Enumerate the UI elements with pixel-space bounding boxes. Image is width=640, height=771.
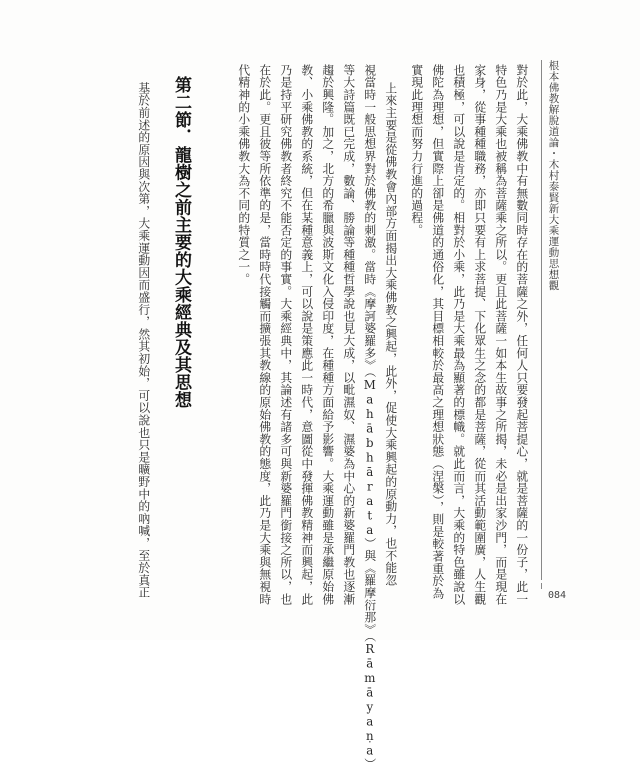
paragraph-1-line: 對於此，大乘佛教中有無數同時存在的菩薩之外，任何人只要發起菩提心，就是菩薩的一份子，此一 [514, 64, 529, 606]
paragraph-2-line: 趨於興隆。加之，北方的希臘與波斯文化入侵印度，在種種方面給予影響。大乘運動雖是承繼原始佛 [320, 64, 335, 606]
paragraph-2-line: 上來主要是從佛教會內部方面揭出大乘佛教之興起，此外，促使大乘興起的原動力，也不能忽 [383, 82, 398, 587]
page-number: 084 [548, 590, 567, 601]
paragraph-1-line: 實現此理想而努力行進的過程。 [409, 64, 424, 237]
paragraph-2-line: 等大詩篇既已完成，數論、勝論等種種哲學說也見大成，以毗濕奴、濕婆為中心的新婆羅門教也逐漸 [341, 64, 356, 606]
paragraph-2-line: 視當時一般思想界對於佛教的刺激。當時《摩訶婆羅多》（Mahābhārata）與《羅摩衍那》（Rāmāyaṇa） [362, 64, 377, 771]
paragraph-2-line: 代精神的小乘佛教大為不同的特質之一。 [236, 64, 251, 286]
paragraph-2-line: 教、小乘佛教的系統，但在某種意義上，可以說是策應此一時代，意圖從中發揮佛教精神而興起，此 [299, 64, 314, 606]
paragraph-2-line: 在於此。更且彼等所依準的是，當時時代接觸而擴張其教線的原始佛教的態度，此乃是大乘與無視時 [257, 64, 272, 606]
running-header: 根本佛教解脫道論・木村泰賢新大乘運動思想觀 [547, 60, 560, 291]
paragraph-1-line: 佛陀為理想，但實際上卻是佛道的通俗化，其目標相較於最高之理想狀態（涅槃），則是較著重於為 [430, 64, 445, 600]
paragraph-1-line: 也積極，可以說是肯定的。相對於小乘，此乃是大乘最為顯著的標幟。就此而言，大乘的特色雖說以 [451, 64, 466, 606]
section-heading: 第二節．龍樹之前主要的大乘經典及其思想 [171, 76, 191, 409]
paragraph-1-line: 家身，從事種種職務，亦即只要有上求菩提、下化眾生之念的都是菩薩，從而其活動範圍廣，人生觀 [472, 64, 487, 606]
header-rule [541, 60, 542, 580]
footer-rule [541, 583, 542, 589]
paragraph-3-line: 基於前述的原因與次第，大乘運動因而盛行，然其初始，可以說也只是曠野中的吶喊，至於真正 [136, 82, 151, 599]
paragraph-1-line: 特色乃是大乘也被稱為菩薩乘之所以。更且此菩薩一如本生故事之所揭，未必是出家沙門，而是現在 [493, 64, 508, 606]
paragraph-2-line: 乃是持平研究佛教者終究不能否定的事實。大乘經典中，其論述有諸多可與新婆羅門銜接之所以，也 [278, 64, 293, 606]
